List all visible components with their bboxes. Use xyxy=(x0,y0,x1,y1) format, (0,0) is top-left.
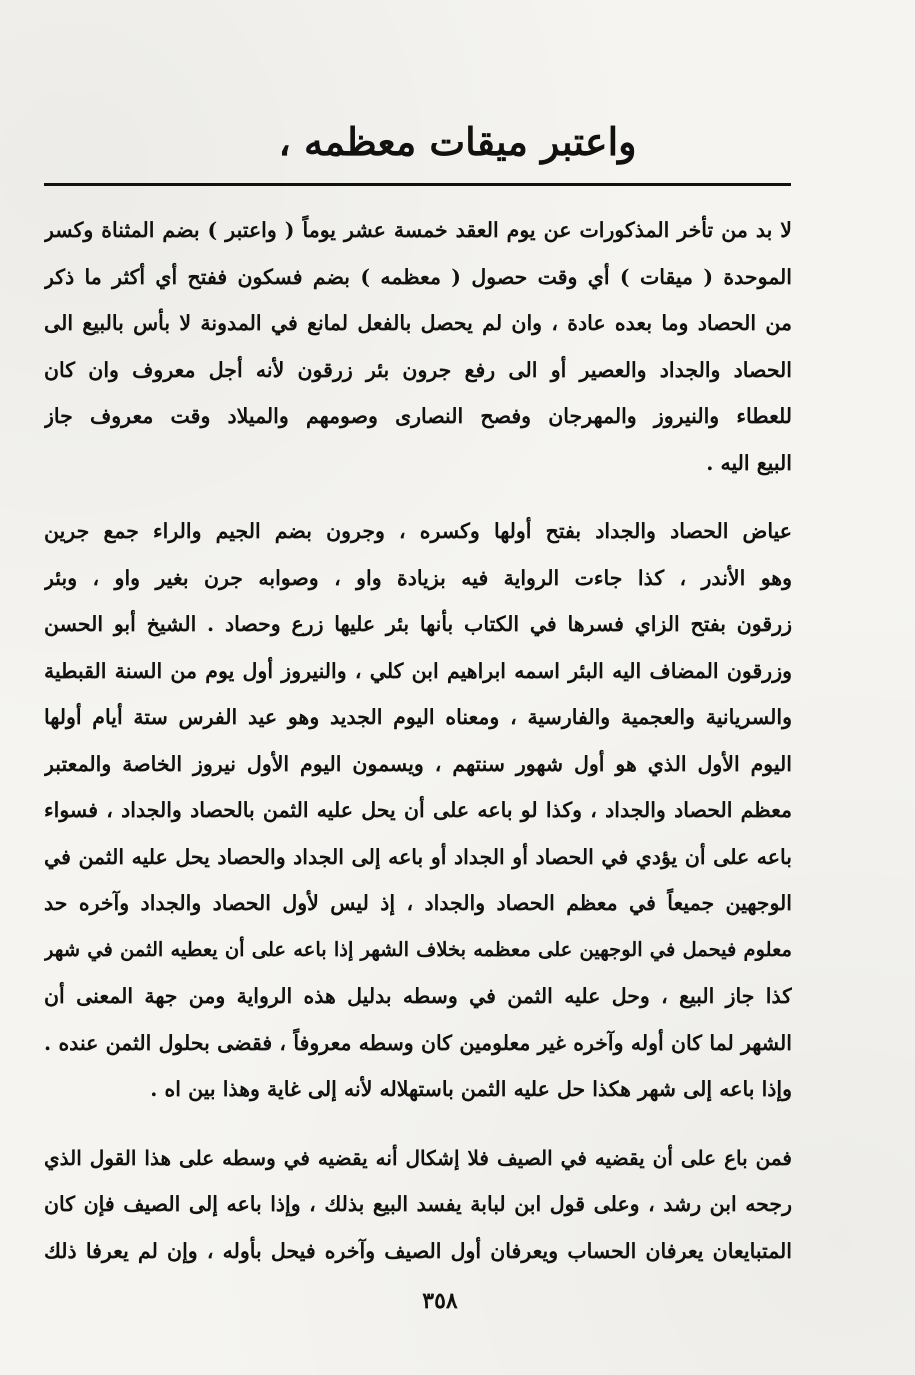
text-line: الموحدة ( ميقات ) أي وقت حصول ( معظمه ) بضم فسكون ففتح أي أكثر ما ذكر xyxy=(44,264,792,289)
text-line: للعطاء والنيروز والمهرجان وفصح النصارى وصومهم والميلاد وقت معروف جاز xyxy=(44,404,792,428)
text-line: رجحه ابن رشد ، وعلى قول ابن لبابة يفسد البيع بذلك ، وإذا باعه إلى الصيف فإن كان xyxy=(44,1192,792,1216)
text-line: معلوم فيحمل في الوجهين على معظمه بخلاف الشهر إذا باعه على أن يعطيه الثمن في شهر xyxy=(44,937,792,961)
text-line: فمن باع على أن يقضيه في الصيف فلا إشكال أنه يقضيه في وسطه على هذا القول الذي xyxy=(44,1145,792,1170)
text-line: البيع اليه . xyxy=(706,450,792,475)
paragraph-2 xyxy=(44,508,792,1113)
text-line: معظم الحصاد والجداد ، وكذا لو باعه على أن يحل عليه الثمن بالحصاد والجداد ، فسواء xyxy=(44,798,792,822)
text-line: وهو الأندر ، كذا جاءت الرواية فيه بزيادة واو ، وصوابه جرن بغير واو ، وبئر xyxy=(44,565,792,590)
text-line: زرقون بفتح الزاي فسرها في الكتاب بأنها بئر عليها زرع وحصاد . الشيخ أبو الحسن xyxy=(44,612,792,636)
text-line: الوجهين جميعاً في معظم الحصاد والجداد ، إذ ليس لأول الحصاد والجداد وآخره حد xyxy=(44,891,792,915)
text-line: كذا جاز البيع ، وحل عليه الثمن في وسطه بدليل هذه الرواية ومن جهة المعنى أن xyxy=(44,984,792,1008)
text-line: المتبايعان يعرفان الحساب ويعرفان أول الصيف وآخره فيحل بأوله ، وإن لم يعرفا ذلك xyxy=(44,1238,792,1263)
text-line: باعه على أن يؤدي في الحصاد أو الجداد أو باعه إلى الجداد والحصاد يحل عليه الثمن في xyxy=(44,844,792,869)
text-line: الشهر لما كان أوله وآخره غير معلومين كان وسطه معروفاً ، فقضى بحلول الثمن عنده . xyxy=(44,1030,792,1055)
text-line: الحصاد والجداد والعصير أو الى رفع جرون بئر زرقون لأنه أجل معروف وان كان xyxy=(44,357,792,382)
text-line: والسريانية والعجمية والفارسية ، ومعناه اليوم الجديد وهو عيد الفرس ستة أيام أولها xyxy=(44,705,792,729)
text-line: عياض الحصاد والجداد بفتح أولها وكسره ، وجرون بضم الجيم والراء جمع جرين xyxy=(44,519,792,543)
page-number: ٣٥٨ xyxy=(422,1288,458,1314)
paragraph-spacer xyxy=(44,486,792,508)
page-heading: واعتبر ميقات معظمه ، xyxy=(278,119,637,164)
text-line: اليوم الأول الذي هو أول شهور سنتهم ، ويسمون اليوم الأول نيروز الخاصة والمعتبر xyxy=(44,751,792,776)
paragraph-1 xyxy=(44,207,792,486)
heading-rule xyxy=(44,183,791,186)
text-line: وزرقون المضاف اليه البئر اسمه ابراهيم ابن كلي ، والنيروز أول يوم من السنة القبطية xyxy=(44,658,792,683)
body-text xyxy=(44,207,792,1274)
text-line: من الحصاد وما بعده عادة ، وان لم يحصل بالفعل لمانع في المدونة لا بأس بالبيع الى xyxy=(44,311,792,335)
paragraph-spacer xyxy=(44,1113,792,1135)
text-line: لا بد من تأخر المذكورات عن يوم العقد خمسة عشر يوماً ( واعتبر ) بضم المثناة وكسر xyxy=(44,218,792,242)
paragraph-3 xyxy=(44,1135,792,1275)
text-line: وإذا باعه إلى شهر هكذا حل عليه الثمن باستهلاله لأنه إلى غاية وهذا بين اه . xyxy=(150,1077,792,1101)
